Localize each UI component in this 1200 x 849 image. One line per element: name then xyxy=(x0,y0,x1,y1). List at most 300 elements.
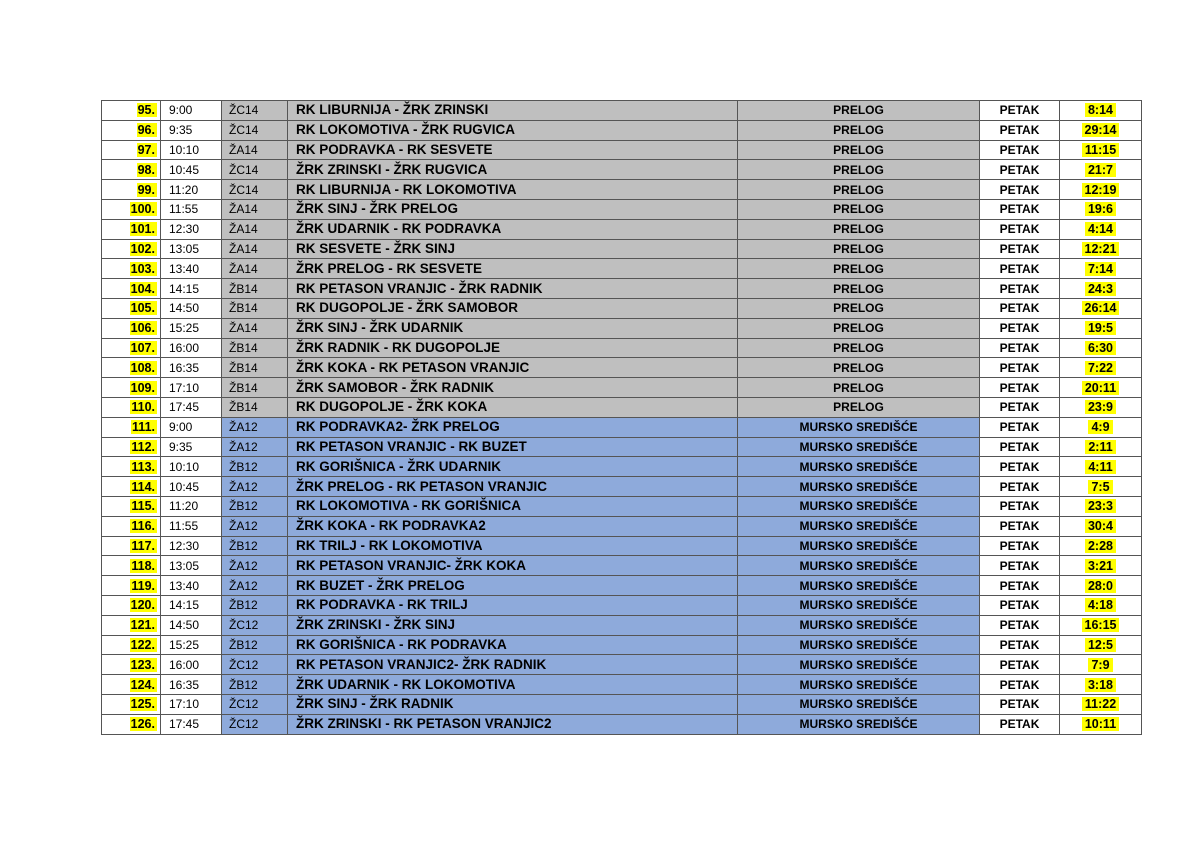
venue-cell: PRELOG xyxy=(738,199,980,219)
score-cell xyxy=(1060,120,1142,140)
score-cell xyxy=(1060,655,1142,675)
score-highlight: 30:4 xyxy=(1085,519,1116,533)
score-cell xyxy=(1060,635,1142,655)
category-cell: ŽB14 xyxy=(222,338,288,358)
category-cell: ŽA14 xyxy=(222,199,288,219)
category-cell: ŽA14 xyxy=(222,259,288,279)
table-row xyxy=(102,417,1142,437)
time-cell: 17:45 xyxy=(161,714,222,734)
match-number-cell xyxy=(102,655,161,675)
score-highlight: 7:22 xyxy=(1085,361,1116,375)
category-cell: ŽA12 xyxy=(222,437,288,457)
venue-cell: PRELOG xyxy=(738,397,980,417)
score-cell xyxy=(1060,298,1142,318)
venue-cell: MURSKO SREDIŠĆE xyxy=(738,496,980,516)
day-cell: PETAK xyxy=(980,556,1060,576)
match-number-highlight: 100. xyxy=(130,202,155,217)
score-highlight: 19:6 xyxy=(1085,202,1116,216)
match-cell: ŽRK SINJ - ŽRK UDARNIK xyxy=(288,318,738,338)
match-number-cell xyxy=(102,714,161,734)
match-cell: ŽRK SINJ - ŽRK RADNIK xyxy=(288,694,738,714)
time-cell: 10:45 xyxy=(161,160,222,180)
match-number-highlight: 104. xyxy=(130,281,155,296)
day-cell: PETAK xyxy=(980,477,1060,497)
venue-cell: MURSKO SREDIŠĆE xyxy=(738,655,980,675)
table-row xyxy=(102,576,1142,596)
venue-cell: PRELOG xyxy=(738,318,980,338)
score-cell xyxy=(1060,556,1142,576)
score-highlight: 12:5 xyxy=(1085,638,1116,652)
score-highlight: 21:7 xyxy=(1085,163,1116,177)
score-cell xyxy=(1060,516,1142,536)
match-cell: ŽRK UDARNIK - RK PODRAVKA xyxy=(288,219,738,239)
day-cell: PETAK xyxy=(980,259,1060,279)
table-row xyxy=(102,477,1142,497)
table-row xyxy=(102,496,1142,516)
match-number-highlight: 95. xyxy=(137,103,155,118)
match-number-highlight: 108. xyxy=(130,360,155,375)
score-cell xyxy=(1060,318,1142,338)
time-cell: 12:30 xyxy=(161,219,222,239)
day-cell: PETAK xyxy=(980,120,1060,140)
day-cell: PETAK xyxy=(980,279,1060,299)
day-cell: PETAK xyxy=(980,694,1060,714)
venue-cell: PRELOG xyxy=(738,378,980,398)
day-cell: PETAK xyxy=(980,635,1060,655)
match-number-cell xyxy=(102,477,161,497)
score-highlight: 10:11 xyxy=(1082,717,1119,731)
match-number-highlight: 111. xyxy=(132,420,155,435)
match-cell: ŽRK KOKA - RK PODRAVKA2 xyxy=(288,516,738,536)
match-number-highlight: 125. xyxy=(130,697,155,712)
day-cell: PETAK xyxy=(980,160,1060,180)
category-cell: ŽB14 xyxy=(222,358,288,378)
venue-cell: MURSKO SREDIŠĆE xyxy=(738,556,980,576)
category-cell: ŽB12 xyxy=(222,536,288,556)
table-row xyxy=(102,675,1142,695)
score-highlight: 11:22 xyxy=(1082,697,1119,711)
match-number-cell xyxy=(102,635,161,655)
venue-cell: MURSKO SREDIŠĆE xyxy=(738,477,980,497)
table-row xyxy=(102,378,1142,398)
venue-cell: PRELOG xyxy=(738,101,980,121)
match-number-cell xyxy=(102,279,161,299)
match-number-highlight: 110. xyxy=(131,400,155,415)
day-cell: PETAK xyxy=(980,437,1060,457)
score-highlight: 19:5 xyxy=(1085,321,1116,335)
match-number-cell xyxy=(102,338,161,358)
venue-cell: MURSKO SREDIŠĆE xyxy=(738,576,980,596)
score-highlight: 7:9 xyxy=(1088,658,1112,672)
category-cell: ŽC12 xyxy=(222,694,288,714)
match-cell: ŽRK RADNIK - RK DUGOPOLJE xyxy=(288,338,738,358)
score-highlight: 2:11 xyxy=(1085,440,1115,454)
time-cell: 16:35 xyxy=(161,358,222,378)
match-cell: RK PETASON VRANJIC - RK BUZET xyxy=(288,437,738,457)
match-number-highlight: 105. xyxy=(130,301,155,316)
time-cell: 13:05 xyxy=(161,556,222,576)
table-row xyxy=(102,655,1142,675)
category-cell: ŽA14 xyxy=(222,239,288,259)
day-cell: PETAK xyxy=(980,595,1060,615)
match-number-highlight: 112. xyxy=(131,439,155,454)
day-cell: PETAK xyxy=(980,675,1060,695)
category-cell: ŽA12 xyxy=(222,516,288,536)
table-row xyxy=(102,516,1142,536)
time-cell: 17:45 xyxy=(161,397,222,417)
category-cell: ŽA12 xyxy=(222,576,288,596)
match-number-highlight: 124. xyxy=(130,677,155,692)
day-cell: PETAK xyxy=(980,516,1060,536)
category-cell: ŽC14 xyxy=(222,120,288,140)
score-highlight: 20:11 xyxy=(1082,381,1119,395)
score-cell xyxy=(1060,101,1142,121)
table-row xyxy=(102,279,1142,299)
match-number-highlight: 121. xyxy=(130,618,155,633)
match-number-cell xyxy=(102,318,161,338)
time-cell: 15:25 xyxy=(161,635,222,655)
venue-cell: PRELOG xyxy=(738,140,980,160)
match-number-highlight: 123. xyxy=(130,657,155,672)
match-cell: ŽRK SINJ - ŽRK PRELOG xyxy=(288,199,738,219)
score-highlight: 11:15 xyxy=(1082,143,1119,157)
day-cell: PETAK xyxy=(980,180,1060,200)
match-cell: RK LIBURNIJA - RK LOKOMOTIVA xyxy=(288,180,738,200)
category-cell: ŽB12 xyxy=(222,457,288,477)
category-cell: ŽB14 xyxy=(222,279,288,299)
time-cell: 9:00 xyxy=(161,101,222,121)
venue-cell: MURSKO SREDIŠĆE xyxy=(738,615,980,635)
score-cell xyxy=(1060,239,1142,259)
day-cell: PETAK xyxy=(980,140,1060,160)
match-number-cell xyxy=(102,120,161,140)
category-cell: ŽC12 xyxy=(222,655,288,675)
match-cell: RK GORIŠNICA - ŽRK UDARNIK xyxy=(288,457,738,477)
match-schedule-table xyxy=(101,100,1142,735)
score-cell xyxy=(1060,279,1142,299)
match-cell: RK PETASON VRANJIC - ŽRK RADNIK xyxy=(288,279,738,299)
score-highlight: 4:14 xyxy=(1085,222,1116,236)
score-cell xyxy=(1060,675,1142,695)
score-highlight: 16:15 xyxy=(1082,618,1120,632)
time-cell: 11:55 xyxy=(161,516,222,536)
time-cell: 13:40 xyxy=(161,259,222,279)
score-highlight: 7:5 xyxy=(1088,480,1112,494)
match-cell: ŽRK ZRINSKI - RK PETASON VRANJIC2 xyxy=(288,714,738,734)
score-cell xyxy=(1060,259,1142,279)
day-cell: PETAK xyxy=(980,378,1060,398)
category-cell: ŽA12 xyxy=(222,477,288,497)
table-row xyxy=(102,180,1142,200)
category-cell: ŽC14 xyxy=(222,180,288,200)
score-highlight: 4:9 xyxy=(1088,420,1112,434)
time-cell: 13:05 xyxy=(161,239,222,259)
match-number-highlight: 116. xyxy=(131,519,155,534)
score-cell xyxy=(1060,615,1142,635)
match-number-cell xyxy=(102,160,161,180)
score-highlight: 3:21 xyxy=(1085,559,1116,573)
time-cell: 10:45 xyxy=(161,477,222,497)
match-number-cell xyxy=(102,496,161,516)
score-cell xyxy=(1060,496,1142,516)
category-cell: ŽB12 xyxy=(222,675,288,695)
match-number-highlight: 122. xyxy=(130,637,155,652)
score-cell xyxy=(1060,714,1142,734)
score-cell xyxy=(1060,417,1142,437)
day-cell: PETAK xyxy=(980,338,1060,358)
time-cell: 11:55 xyxy=(161,199,222,219)
time-cell: 16:00 xyxy=(161,655,222,675)
category-cell: ŽC14 xyxy=(222,160,288,180)
category-cell: ŽB14 xyxy=(222,298,288,318)
match-number-cell xyxy=(102,694,161,714)
time-cell: 14:15 xyxy=(161,279,222,299)
score-cell xyxy=(1060,378,1142,398)
match-number-cell xyxy=(102,180,161,200)
time-cell: 9:35 xyxy=(161,437,222,457)
match-number-cell xyxy=(102,536,161,556)
match-number-highlight: 107. xyxy=(130,340,155,355)
score-cell xyxy=(1060,477,1142,497)
score-highlight: 7:14 xyxy=(1085,262,1116,276)
venue-cell: PRELOG xyxy=(738,298,980,318)
day-cell: PETAK xyxy=(980,199,1060,219)
score-highlight: 12:21 xyxy=(1082,242,1120,256)
score-highlight: 26:14 xyxy=(1082,301,1120,315)
table-row xyxy=(102,219,1142,239)
match-cell: ŽRK UDARNIK - RK LOKOMOTIVA xyxy=(288,675,738,695)
time-cell: 10:10 xyxy=(161,457,222,477)
time-cell: 17:10 xyxy=(161,694,222,714)
match-number-cell xyxy=(102,298,161,318)
match-number-highlight: 98. xyxy=(137,162,155,177)
category-cell: ŽB12 xyxy=(222,595,288,615)
venue-cell: PRELOG xyxy=(738,219,980,239)
match-number-cell xyxy=(102,397,161,417)
score-cell xyxy=(1060,180,1142,200)
time-cell: 12:30 xyxy=(161,536,222,556)
match-cell: ŽRK ZRINSKI - ŽRK SINJ xyxy=(288,615,738,635)
match-cell: RK LOKOMOTIVA - RK GORIŠNICA xyxy=(288,496,738,516)
day-cell: PETAK xyxy=(980,358,1060,378)
table-row xyxy=(102,615,1142,635)
table-row xyxy=(102,694,1142,714)
match-cell: RK PETASON VRANJIC2- ŽRK RADNIK xyxy=(288,655,738,675)
match-number-cell xyxy=(102,556,161,576)
day-cell: PETAK xyxy=(980,457,1060,477)
match-number-cell xyxy=(102,615,161,635)
match-number-highlight: 120. xyxy=(130,598,155,613)
venue-cell: PRELOG xyxy=(738,358,980,378)
category-cell: ŽC12 xyxy=(222,615,288,635)
category-cell: ŽC12 xyxy=(222,714,288,734)
match-number-cell xyxy=(102,219,161,239)
score-highlight: 23:3 xyxy=(1085,499,1116,513)
venue-cell: PRELOG xyxy=(738,338,980,358)
match-number-cell xyxy=(102,259,161,279)
match-number-highlight: 113. xyxy=(131,459,155,474)
match-cell: RK LOKOMOTIVA - ŽRK RUGVICA xyxy=(288,120,738,140)
match-number-highlight: 126. xyxy=(130,717,155,732)
match-number-highlight: 119. xyxy=(131,578,155,593)
match-number-highlight: 103. xyxy=(130,261,155,276)
match-cell: RK SESVETE - ŽRK SINJ xyxy=(288,239,738,259)
day-cell: PETAK xyxy=(980,655,1060,675)
match-cell: RK TRILJ - RK LOKOMOTIVA xyxy=(288,536,738,556)
table-row xyxy=(102,457,1142,477)
match-cell: ŽRK PRELOG - RK SESVETE xyxy=(288,259,738,279)
match-cell: RK LIBURNIJA - ŽRK ZRINSKI xyxy=(288,101,738,121)
category-cell: ŽA14 xyxy=(222,140,288,160)
match-number-highlight: 99. xyxy=(137,182,155,197)
match-number-cell xyxy=(102,417,161,437)
category-cell: ŽA12 xyxy=(222,417,288,437)
match-cell: ŽRK KOKA - RK PETASON VRANJIC xyxy=(288,358,738,378)
category-cell: ŽB14 xyxy=(222,397,288,417)
table-row xyxy=(102,239,1142,259)
table-row xyxy=(102,358,1142,378)
table-row xyxy=(102,101,1142,121)
day-cell: PETAK xyxy=(980,576,1060,596)
match-cell: RK DUGOPOLJE - ŽRK SAMOBOR xyxy=(288,298,738,318)
time-cell: 16:35 xyxy=(161,675,222,695)
venue-cell: MURSKO SREDIŠĆE xyxy=(738,457,980,477)
match-number-cell xyxy=(102,437,161,457)
match-number-cell xyxy=(102,595,161,615)
match-number-cell xyxy=(102,576,161,596)
day-cell: PETAK xyxy=(980,318,1060,338)
score-cell xyxy=(1060,576,1142,596)
score-cell xyxy=(1060,199,1142,219)
day-cell: PETAK xyxy=(980,219,1060,239)
venue-cell: MURSKO SREDIŠĆE xyxy=(738,635,980,655)
score-highlight: 3:18 xyxy=(1085,678,1116,692)
score-highlight: 4:11 xyxy=(1085,460,1115,474)
table-row xyxy=(102,437,1142,457)
time-cell: 14:50 xyxy=(161,298,222,318)
match-number-highlight: 115. xyxy=(131,499,155,514)
table-row xyxy=(102,714,1142,734)
category-cell: ŽA14 xyxy=(222,318,288,338)
category-cell: ŽC14 xyxy=(222,101,288,121)
match-number-highlight: 102. xyxy=(130,241,155,256)
table-row xyxy=(102,338,1142,358)
match-number-highlight: 118. xyxy=(131,558,155,573)
category-cell: ŽA14 xyxy=(222,219,288,239)
table-row xyxy=(102,298,1142,318)
match-cell: RK PODRAVKA - RK SESVETE xyxy=(288,140,738,160)
venue-cell: MURSKO SREDIŠĆE xyxy=(738,714,980,734)
table-row xyxy=(102,318,1142,338)
day-cell: PETAK xyxy=(980,298,1060,318)
score-highlight: 12:19 xyxy=(1082,183,1120,197)
match-number-highlight: 96. xyxy=(137,123,155,138)
match-cell: RK PODRAVKA2- ŽRK PRELOG xyxy=(288,417,738,437)
match-number-cell xyxy=(102,378,161,398)
venue-cell: MURSKO SREDIŠĆE xyxy=(738,694,980,714)
score-highlight: 6:30 xyxy=(1085,341,1116,355)
table-row xyxy=(102,556,1142,576)
match-number-cell xyxy=(102,516,161,536)
venue-cell: PRELOG xyxy=(738,160,980,180)
day-cell: PETAK xyxy=(980,397,1060,417)
match-cell: ŽRK ZRINSKI - ŽRK RUGVICA xyxy=(288,160,738,180)
score-cell xyxy=(1060,694,1142,714)
time-cell: 14:50 xyxy=(161,615,222,635)
venue-cell: MURSKO SREDIŠĆE xyxy=(738,595,980,615)
time-cell: 11:20 xyxy=(161,496,222,516)
day-cell: PETAK xyxy=(980,101,1060,121)
score-cell xyxy=(1060,219,1142,239)
match-number-cell xyxy=(102,140,161,160)
table-row xyxy=(102,635,1142,655)
score-highlight: 2:28 xyxy=(1085,539,1116,553)
score-highlight: 8:14 xyxy=(1085,103,1116,117)
venue-cell: MURSKO SREDIŠĆE xyxy=(738,437,980,457)
score-cell xyxy=(1060,338,1142,358)
match-number-highlight: 106. xyxy=(130,321,155,336)
day-cell: PETAK xyxy=(980,496,1060,516)
time-cell: 13:40 xyxy=(161,576,222,596)
table-row xyxy=(102,199,1142,219)
match-cell: RK GORIŠNICA - RK PODRAVKA xyxy=(288,635,738,655)
day-cell: PETAK xyxy=(980,615,1060,635)
match-cell: ŽRK SAMOBOR - ŽRK RADNIK xyxy=(288,378,738,398)
match-cell: RK PODRAVKA - RK TRILJ xyxy=(288,595,738,615)
score-highlight: 23:9 xyxy=(1085,400,1116,414)
venue-cell: PRELOG xyxy=(738,180,980,200)
venue-cell: MURSKO SREDIŠĆE xyxy=(738,536,980,556)
day-cell: PETAK xyxy=(980,239,1060,259)
time-cell: 15:25 xyxy=(161,318,222,338)
match-number-cell xyxy=(102,457,161,477)
table-row xyxy=(102,536,1142,556)
match-number-highlight: 114. xyxy=(131,479,155,494)
day-cell: PETAK xyxy=(980,714,1060,734)
time-cell: 10:10 xyxy=(161,140,222,160)
score-cell xyxy=(1060,160,1142,180)
score-highlight: 29:14 xyxy=(1082,123,1120,137)
match-number-highlight: 109. xyxy=(130,380,155,395)
table-row xyxy=(102,160,1142,180)
match-cell: RK DUGOPOLJE - ŽRK KOKA xyxy=(288,397,738,417)
venue-cell: MURSKO SREDIŠĆE xyxy=(738,417,980,437)
venue-cell: PRELOG xyxy=(738,239,980,259)
score-cell xyxy=(1060,140,1142,160)
match-number-cell xyxy=(102,199,161,219)
venue-cell: PRELOG xyxy=(738,259,980,279)
match-number-highlight: 101. xyxy=(130,222,155,237)
venue-cell: PRELOG xyxy=(738,279,980,299)
match-number-cell xyxy=(102,239,161,259)
score-cell xyxy=(1060,397,1142,417)
match-cell: RK PETASON VRANJIC- ŽRK KOKA xyxy=(288,556,738,576)
table-row xyxy=(102,259,1142,279)
category-cell: ŽB12 xyxy=(222,496,288,516)
table-row xyxy=(102,595,1142,615)
score-cell xyxy=(1060,358,1142,378)
time-cell: 9:35 xyxy=(161,120,222,140)
score-highlight: 28:0 xyxy=(1085,579,1116,593)
table-row xyxy=(102,140,1142,160)
match-number-cell xyxy=(102,675,161,695)
table-row xyxy=(102,120,1142,140)
category-cell: ŽA12 xyxy=(222,556,288,576)
venue-cell: MURSKO SREDIŠĆE xyxy=(738,675,980,695)
match-number-cell xyxy=(102,358,161,378)
time-cell: 9:00 xyxy=(161,417,222,437)
venue-cell: MURSKO SREDIŠĆE xyxy=(738,516,980,536)
